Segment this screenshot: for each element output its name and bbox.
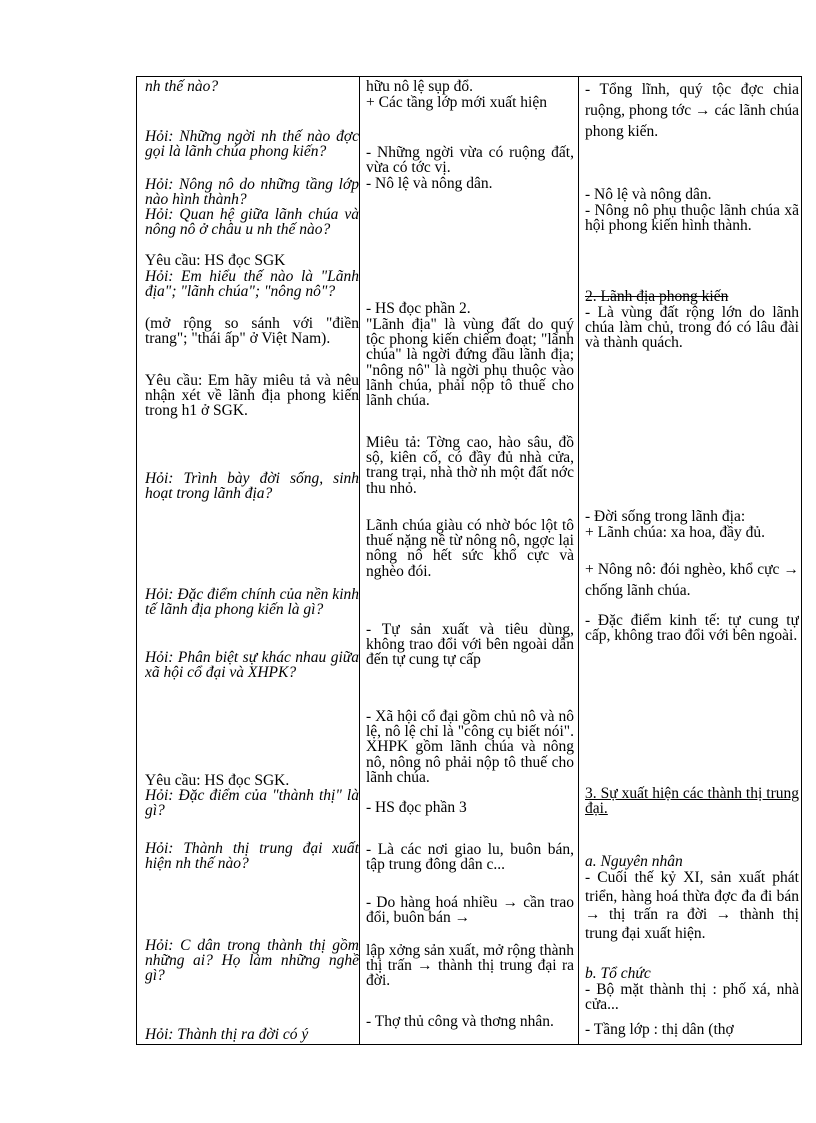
instruction-text: Yêu cầu: HS đọc SGK. [145, 772, 290, 789]
content-text: - Đặc điểm kinh tế: tự cung tự cấp, không trao đổi với bên ngoài. [585, 612, 799, 645]
question-text: Hỏi: Nông nô do những tầng lớp nào hình thành? [145, 176, 359, 209]
question-text: Hỏi: Thành thị trung đại xuất hiện nh thế nào? [145, 840, 359, 873]
answer-text: - Là các nơi giao lu, buôn bán, tập trung đông dân c... [366, 841, 574, 874]
answer-text: Miêu tả: Tờng cao, hào sâu, đồ sộ, kiên cố, có đầy đủ nhà cửa, trang trại, nhà thờ nh một đất nớc thu nhỏ. [366, 434, 574, 497]
answer-text: - Nô lệ và nông dân. [366, 175, 493, 192]
question-text: Hỏi: Quan hệ giữa lãnh chúa và nông nô ở châu u nh thế nào? [145, 206, 359, 239]
answer-text: - HS đọc phần 2. [366, 300, 471, 317]
question-text: Hỏi: C dân trong thành thị gồm những ai? Họ làm những nghề gì? [145, 937, 359, 985]
question-text: Hỏi: Em hiểu thế nào là "Lãnh địa"; "lãnh chúa"; "nông nô"? [145, 268, 359, 301]
content-text: - Bộ mặt thành thị : phố xá, nhà cửa... [585, 981, 799, 1014]
column-divider [578, 77, 579, 1044]
lesson-content-column [585, 77, 799, 1044]
content-text: + Lãnh chúa: xa hoa, đầy đủ. [585, 524, 766, 541]
answer-text: - Tự sản xuất và tiêu dùng, không trao đổi với bên ngoài dẫn đến tự cung tự cấp [366, 621, 574, 669]
answer-text: - Những ngời vừa có ruộng đất, vừa có tớc vị. [366, 144, 574, 177]
content-text: - Là vùng đất rộng lớn do lãnh chúa làm chủ, trong đó có lâu đài và thành quách. [585, 304, 799, 352]
question-text: Hỏi: Đặc điểm của "thành thị" là gì? [145, 787, 359, 820]
answer-text: lập xởng sản xuất, mở rộng thành thị trấn → thành thị trung đại ra đời. [366, 942, 574, 990]
content-text: - Tầng lớp : thị dân (thợ [585, 1021, 734, 1038]
section-heading: 2. Lãnh địa phong kiến [585, 288, 729, 305]
subsection-heading: a. Nguyên nhân [585, 853, 683, 870]
question-text: Hỏi: Trình bày đời sống, sinh hoạt trong lãnh địa? [145, 470, 359, 503]
answer-text: "Lãnh địa" là vùng đất do quý tộc phong kiến chiếm đoạt; "lãnh chúa" là ngời đứng đầu lãnh địa; "nông nô" là ngời phụ thuộc vào lãnh chúa, phải nộp tô thuế cho lãnh chúa. [366, 316, 574, 410]
student-activity-column [366, 77, 574, 1044]
answer-text: + Các tầng lớp mới xuất hiện [366, 94, 547, 111]
answer-text: - HS đọc phần 3 [366, 799, 467, 816]
subsection-heading: b. Tổ chức [585, 965, 651, 982]
instruction-text: Yêu cầu: Em hãy miêu tả và nêu nhận xét về lãnh địa phong kiến trong h1 ở SGK. [145, 372, 359, 420]
content-text: - Đời sống trong lãnh địa: [585, 508, 746, 525]
answer-text: hữu nô lệ sụp đổ. [366, 78, 473, 95]
answer-text: Lãnh chúa giàu có nhờ bóc lột tô thuế nặng nề từ nông nô, ngợc lại nông nô hết sức khổ cực và nghèo đói. [366, 517, 574, 580]
question-text: Hỏi: Thành thị ra đời có ý [145, 1026, 309, 1043]
answer-text: - Thợ thủ công và thơng nhân. [366, 1013, 554, 1030]
teacher-activity-column [145, 77, 359, 1044]
content-text: - Cuối thế kỷ XI, sản xuất phát triển, hàng hoá thừa đợc đa đi bán → thị trấn ra đời → thành thị trung đại xuất hiện. [585, 869, 799, 942]
question-text: Hỏi: Phân biệt sự khác nhau giữa xã hội cổ đại và XHPK? [145, 649, 359, 682]
answer-text: - Xã hội cổ đại gồm chủ nô và nô lệ, nô lệ chỉ là "công cụ biết nói". XHPK gồm lãnh chúa và nông nô, nông nô phải nộp tô thuế cho lãnh chúa. [366, 708, 574, 786]
column-divider [359, 77, 360, 1044]
instruction-text: Yêu cầu: HS đọc SGK [145, 252, 286, 269]
instruction-text: (mở rộng so sánh với "điền trang"; "thái ấp" ở Việt Nam). [145, 315, 359, 348]
answer-text: - Do hàng hoá nhiều → cần trao đổi, buôn bán → [366, 894, 574, 927]
content-text: - Nông nô phụ thuộc lãnh chúa xã hội phong kiến hình thành. [585, 202, 799, 235]
content-text: - Nô lệ và nông dân. [585, 186, 712, 203]
section-heading: 3. Sự xuất hiện các thành thị trung đại. [585, 785, 799, 818]
question-text: nh thế nào? [145, 78, 219, 95]
content-text: + Nông nô: đói nghèo, khổ cực → chống lãnh chúa. [585, 561, 799, 599]
question-text: Hỏi: Những ngời nh thế nào đợc gọi là lãnh chúa phong kiến? [145, 128, 359, 161]
content-text: - Tổng lĩnh, quý tộc đợc chia ruộng, phong tớc → các lãnh chúa phong kiến. [585, 81, 799, 140]
question-text: Hỏi: Đặc điểm chính của nền kinh tế lãnh địa phong kiến là gì? [145, 586, 359, 619]
lesson-table [136, 76, 802, 1045]
